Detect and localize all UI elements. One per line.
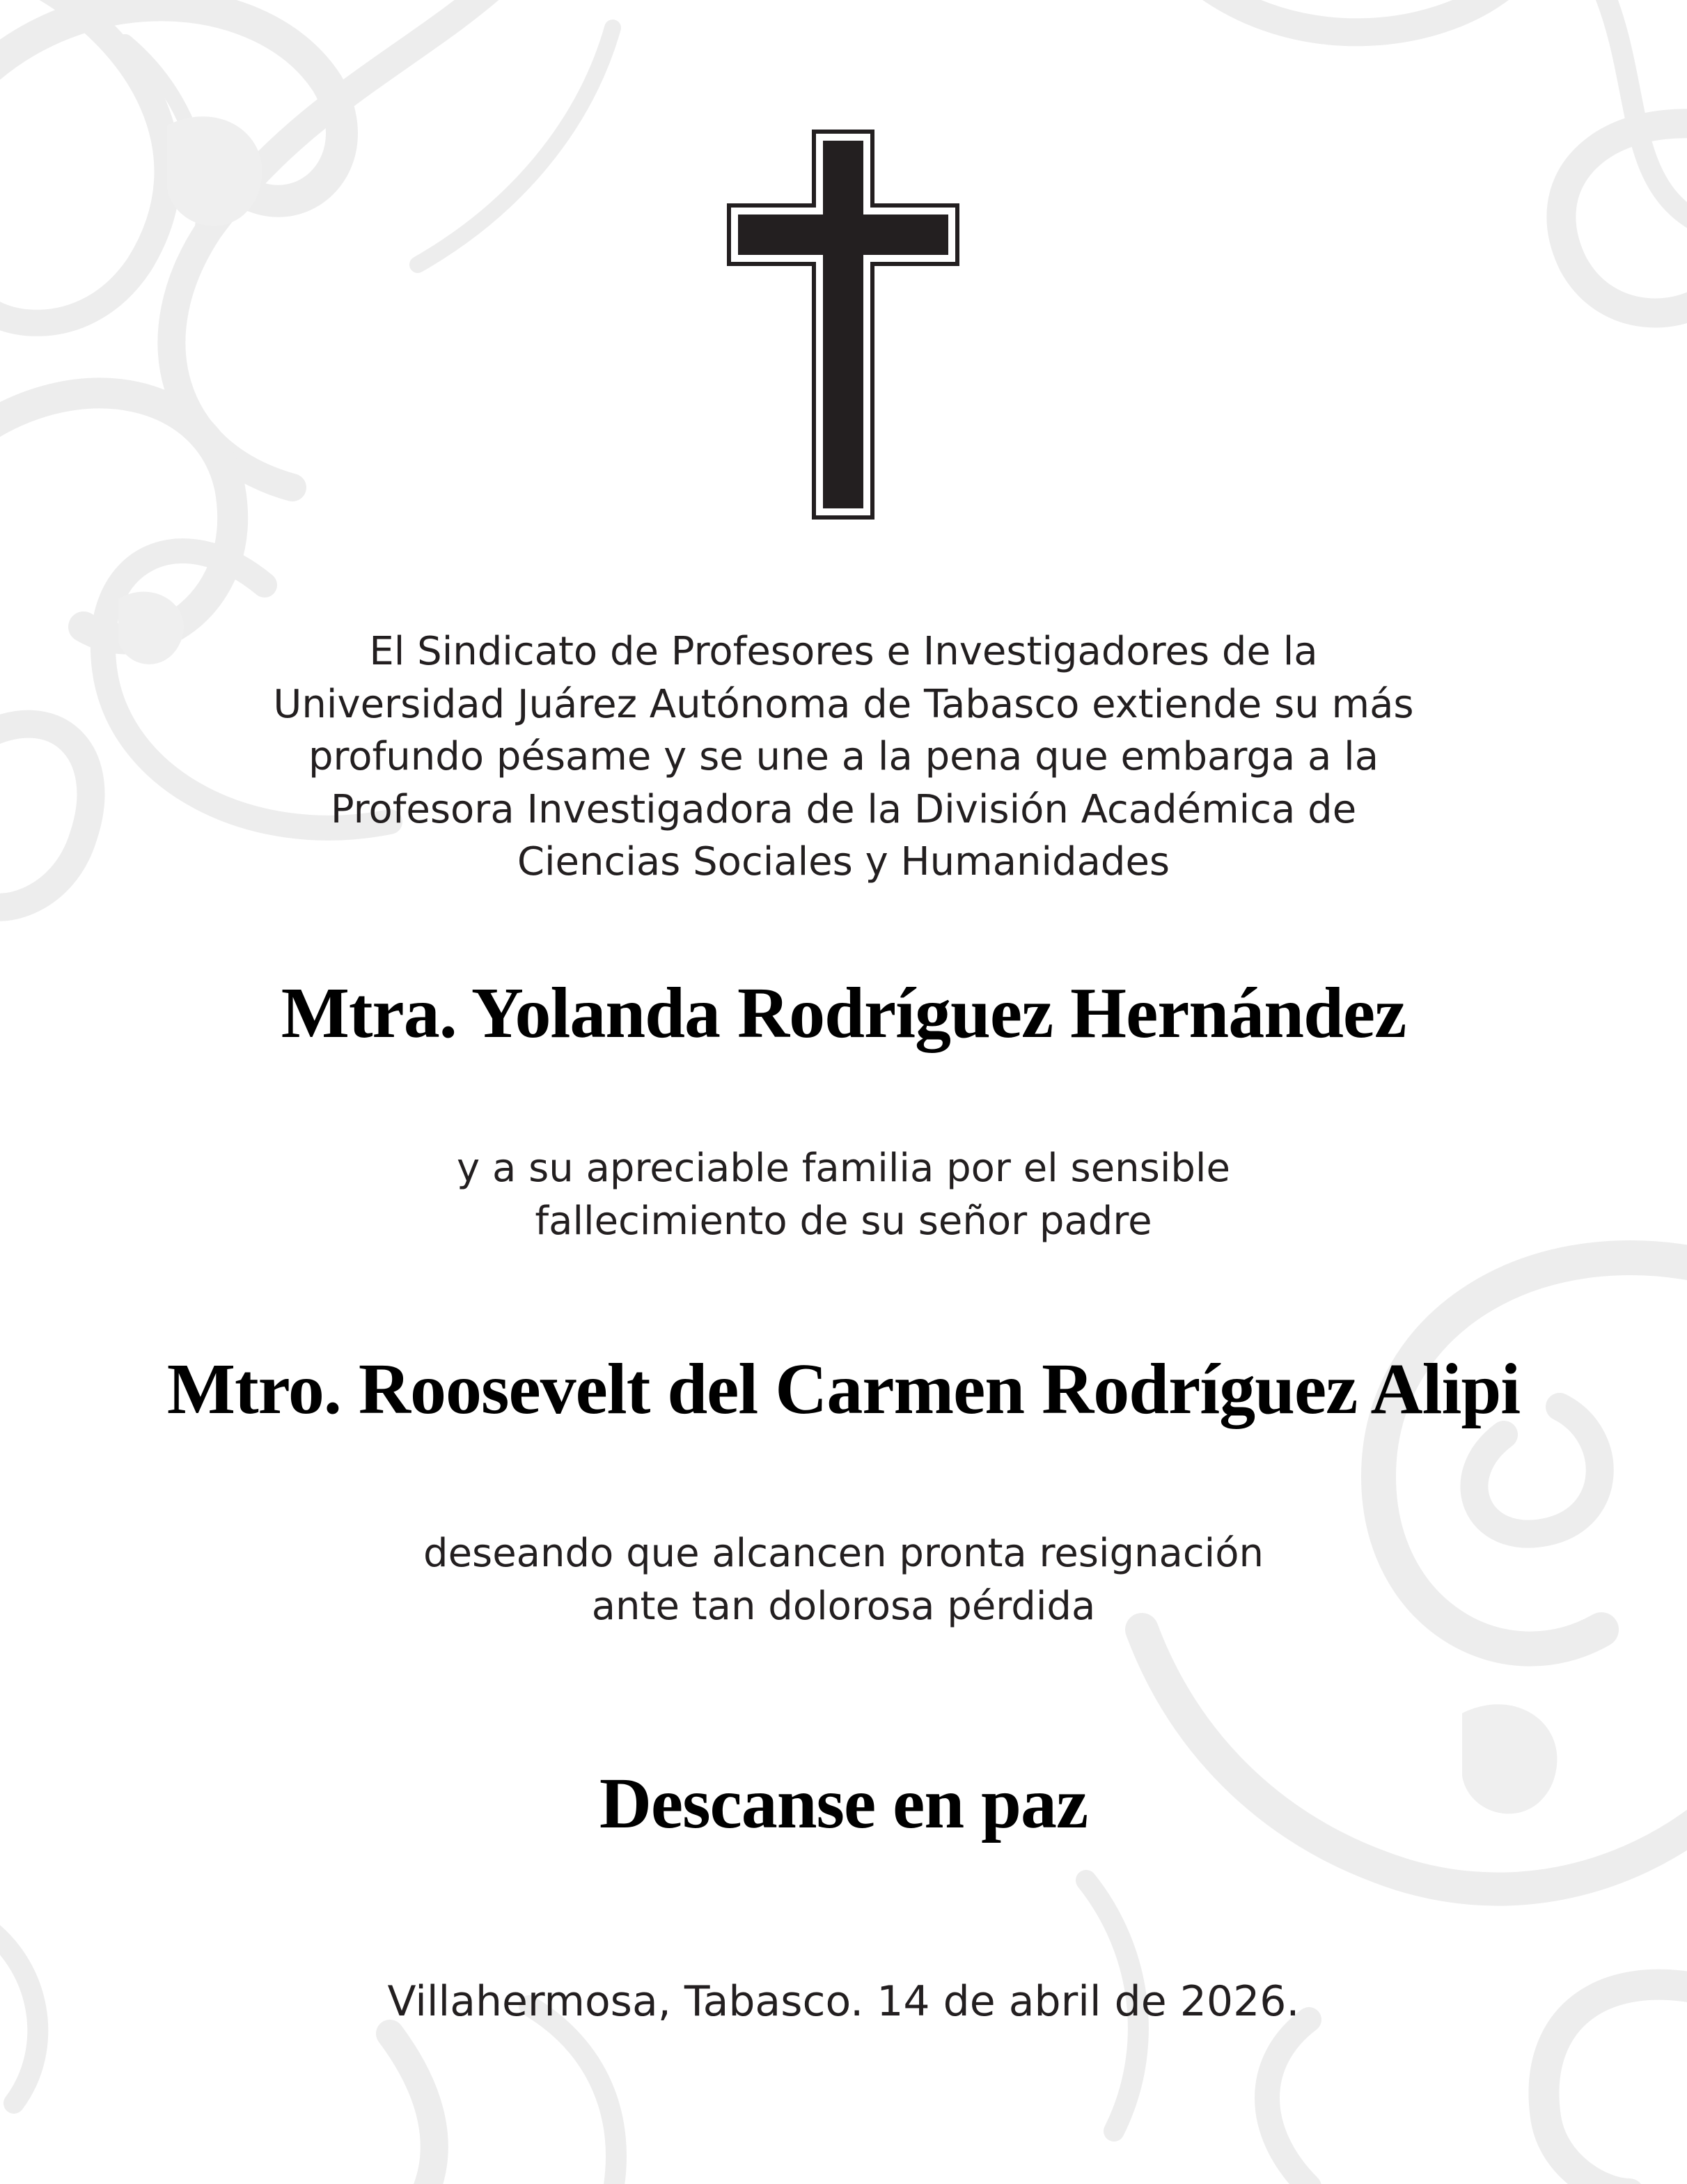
- intro-line: El Sindicato de Profesores e Investigadores de la: [369, 629, 1318, 674]
- deceased-name: Mtro. Roosevelt del Carmen Rodríguez Alipi: [166, 1349, 1521, 1429]
- intro-paragraph: [0, 625, 1687, 889]
- family-paragraph: [0, 1142, 1687, 1247]
- cross-icon: [727, 130, 959, 520]
- intro-line: Profesora Investigadora de la División Académica de: [330, 786, 1357, 832]
- wish-line: deseando que alcancen pronta resignación: [423, 1531, 1264, 1576]
- wish-paragraph: [0, 1527, 1687, 1632]
- family-line: fallecimiento de su señor padre: [535, 1198, 1152, 1244]
- family-line: y a su apreciable familia por el sensible: [457, 1146, 1230, 1191]
- place-date: Villahermosa, Tabasco. 14 de abril de 2026.: [387, 1977, 1300, 2026]
- honoree-name: Mtra. Yolanda Rodríguez Hernández: [281, 973, 1406, 1053]
- rest-in-peace-heading: Descanse en paz: [599, 1763, 1088, 1843]
- intro-line: Ciencias Sociales y Humanidades: [517, 839, 1170, 884]
- wish-line: ante tan dolorosa pérdida: [591, 1583, 1096, 1629]
- intro-line: Universidad Juárez Autónoma de Tabasco extiende su más: [273, 681, 1414, 727]
- intro-line: profundo pésame y se une a la pena que embarga a la: [308, 734, 1379, 779]
